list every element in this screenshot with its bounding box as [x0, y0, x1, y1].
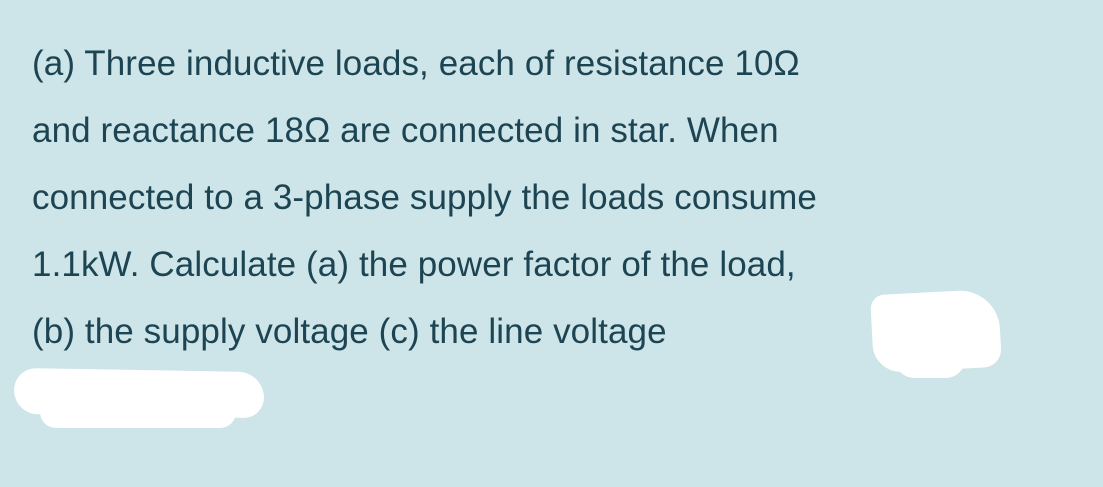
- problem-line-2: and reactance 18Ω are connected in star. When: [32, 111, 779, 150]
- redaction-mark: [895, 340, 965, 378]
- redaction-mark: [40, 396, 236, 428]
- problem-line-4: 1.1kW. Calculate (a) the power factor of the load,: [32, 245, 796, 284]
- problem-line-3: connected to a 3-phase supply the loads consume: [32, 178, 817, 217]
- problem-line-1: (a) Three inductive loads, each of resistance 10Ω: [32, 44, 800, 83]
- problem-line-5: (b) the supply voltage (c) the line voltage: [32, 312, 667, 351]
